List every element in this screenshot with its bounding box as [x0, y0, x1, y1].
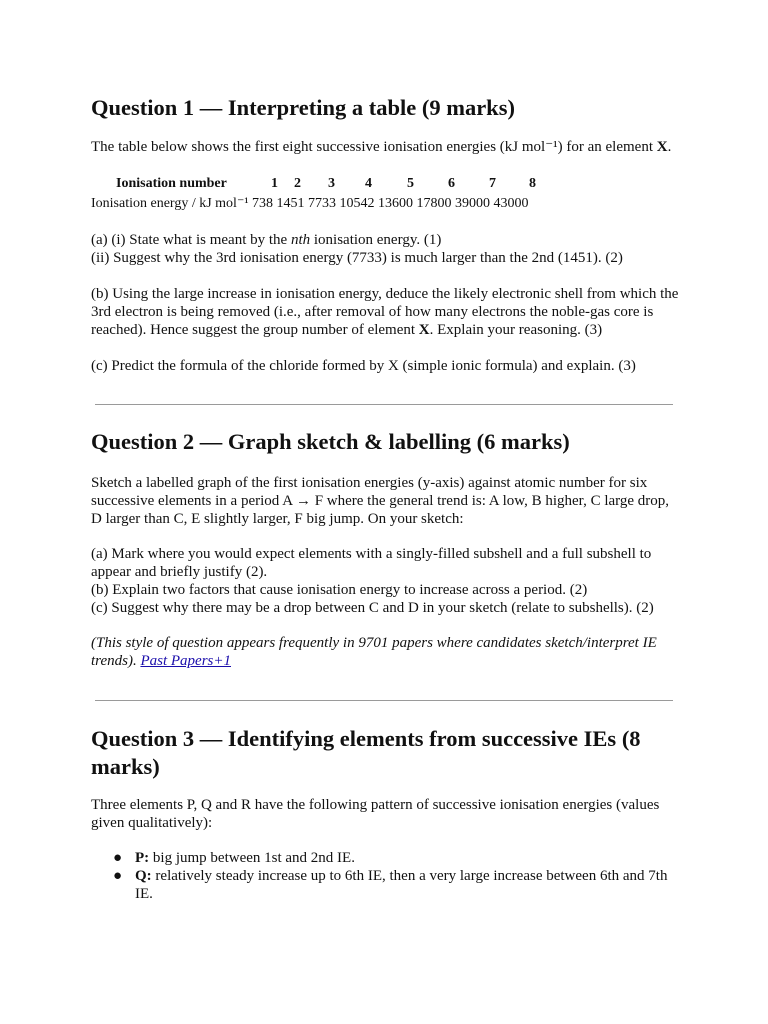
- table-cell: 1451: [276, 196, 305, 211]
- note-text: (This style of question appears frequently in 9701 papers where candidates sketch/interpret IE trends).: [91, 635, 657, 669]
- table-row-label: Ionisation energy / kJ mol⁻¹: [91, 196, 249, 211]
- bullet-icon: ●: [113, 850, 123, 866]
- table-cell: 7: [489, 176, 496, 191]
- table-cell: 3: [328, 176, 335, 191]
- table-cell: 7733: [308, 196, 337, 211]
- section-divider: [95, 700, 673, 701]
- bullet-icon: ●: [113, 868, 123, 884]
- question-2-title: Question 2 — Graph sketch & labelling (6 marks): [91, 429, 570, 454]
- part-text: (a) (i) State what is meant by the: [91, 232, 291, 248]
- part-text: ionisation energy. (1): [310, 232, 442, 248]
- table-cell: 4: [365, 176, 372, 191]
- intro-text: The table below shows the first eight successive ionisation energies (kJ mol⁻¹) for an element: [91, 139, 657, 155]
- table-cell: 8: [529, 176, 536, 191]
- question-1-part-b: [91, 285, 683, 339]
- table-header-row: [91, 175, 536, 193]
- question-3-title: Question 3 — Identifying elements from successive IEs (8 marks): [91, 726, 641, 779]
- table-cell: 738: [252, 196, 274, 211]
- part-a-ii: (ii) Suggest why the 3rd ionisation energy (7733) is much larger than the 2nd (1451). (2): [91, 250, 623, 266]
- table-cell: 6: [448, 176, 455, 191]
- question-1-title: Question 1 — Interpreting a table (9 marks): [91, 95, 515, 120]
- part-b: (b) Explain two factors that cause ionisation energy to increase across a period. (2): [91, 582, 588, 598]
- question-1-part-a: [91, 231, 623, 267]
- item-label: P:: [135, 850, 150, 866]
- part-a-i: [91, 231, 623, 249]
- list-item: [91, 867, 683, 903]
- part-a: (a) Mark where you would expect elements with a singly-filled subshell and a full subshell to appear and briefly justify (2).: [91, 546, 652, 580]
- table-cell: 39000: [455, 196, 491, 211]
- question-2-parts: [91, 545, 683, 617]
- question-2-note: [91, 634, 683, 670]
- table-cell: 17800: [416, 196, 452, 211]
- table-cell: 43000: [493, 196, 529, 211]
- list-item: [91, 849, 683, 867]
- question-1-intro: [91, 138, 671, 156]
- question-3-list: [91, 849, 683, 903]
- question-1-part-c: (c) Predict the formula of the chloride formed by X (simple ionic formula) and explain. (3): [91, 358, 636, 374]
- past-papers-link[interactable]: Past Papers+1: [140, 653, 231, 669]
- table-cell: 5: [407, 176, 414, 191]
- table-header-label: Ionisation number: [116, 176, 227, 191]
- element-x-label: X: [418, 322, 430, 338]
- part-c: (c) Suggest why there may be a drop between C and D in your sketch (relate to subshells). (2): [91, 600, 654, 616]
- table-cell: 13600: [378, 196, 414, 211]
- ionisation-energy-table: [91, 175, 536, 193]
- element-x-label: X: [656, 139, 668, 155]
- intro-end: .: [667, 139, 672, 155]
- section-divider: [95, 404, 673, 405]
- item-label: Q:: [135, 868, 152, 884]
- item-text: big jump between 1st and 2nd IE.: [149, 850, 355, 866]
- table-cell: 1: [271, 176, 278, 191]
- table-cell: 10542: [339, 196, 375, 211]
- nth-italic: nth: [290, 232, 311, 248]
- question-3-intro: Three elements P, Q and R have the following pattern of successive ionisation energies (values given qualitatively):: [91, 797, 660, 831]
- table-cell: 2: [294, 176, 301, 191]
- question-2-intro: Sketch a labelled graph of the first ionisation energies (y-axis) against atomic number for six successive elements in a period A → F where the general trend is: A low, B higher, C large drop, D larger than C, E slightly larger, F big jump. On your sketch:: [91, 475, 670, 527]
- part-text: . Explain your reasoning. (3): [429, 322, 603, 338]
- table-value-row: [91, 195, 529, 213]
- item-text: relatively steady increase up to 6th IE, then a very large increase between 6th and 7th IE.: [135, 868, 668, 902]
- part-text: (b) Using the large increase in ionisation energy, deduce the likely electronic shell from which the 3rd electron is being removed (i.e., after removal of how many electrons the noble-gas core is reached). Hence suggest the group number of element: [91, 286, 679, 338]
